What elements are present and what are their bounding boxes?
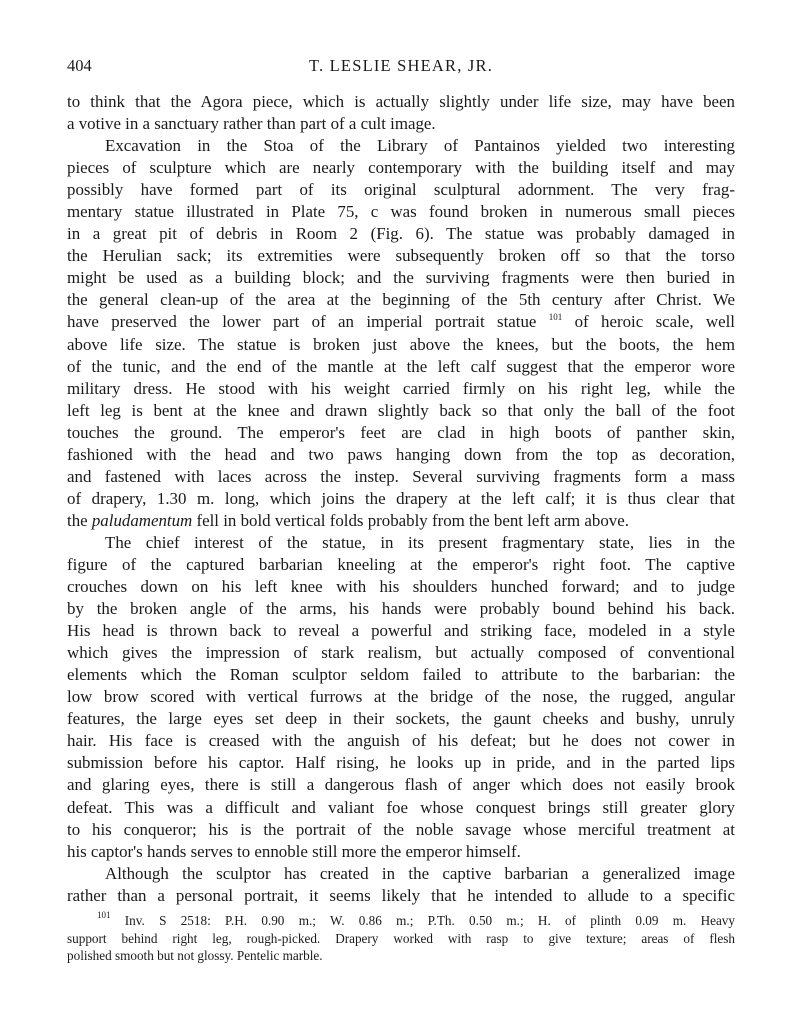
body-text — [67, 91, 735, 907]
text-line: by the broken angle of the arms, his hands were probably bound behind his back. — [67, 599, 735, 619]
italic-term: paludamentum — [91, 510, 193, 530]
paragraph — [67, 91, 735, 135]
text-line: Although the sculptor has created in the captive barbarian a generalized image — [105, 863, 735, 883]
text-line: figure of the captured barbarian kneeling at the emperor's right foot. The captive — [67, 554, 735, 574]
footnote-reference: 101 — [548, 312, 563, 323]
text-line: above life size. The statue is broken just above the knees, but the boots, the hem — [67, 334, 735, 354]
text-line: submission before his captor. Half rising, he looks up in pride, and in the parted lips — [67, 753, 735, 773]
text-line: and fastened with laces across the instep. Several surviving fragments form a mass — [67, 466, 735, 486]
text-line: The chief interest of the statue, in its present fragmentary state, lies in the — [105, 532, 735, 552]
text-line: the paludamentum fell in bold vertical folds probably from the bent left arm above. — [67, 510, 629, 530]
text-line: mentary statue illustrated in Plate 75, c was found broken in numerous small pieces — [67, 202, 735, 222]
text-line: which gives the impression of stark realism, but actually composed of conventional — [67, 643, 735, 663]
text-line: possibly have formed part of its original sculptural adornment. The very frag- — [67, 180, 735, 200]
text-line: Excavation in the Stoa of the Library of Pantainos yielded two interesting — [105, 136, 735, 156]
paragraph — [67, 532, 735, 863]
text-line: the general clean-up of the area at the beginning of the 5th century after Christ. We — [67, 290, 735, 310]
text-line: His head is thrown back to reveal a powerful and striking face, modeled in a style — [67, 621, 735, 641]
text-line: the Herulian sack; its extremities were subsequently broken off so that the torso — [67, 246, 735, 266]
page-header — [67, 56, 735, 80]
footnote-line: $^{101}$ Inv. S 2518: P.H. 0.90 m.; W. 0.86 m.; P.Th. 0.50 m.; H. of plinth 0.09 m. Heavy — [97, 910, 735, 928]
footnote-marker: 101 — [97, 910, 111, 920]
text-line: in a great pit of debris in Room 2 (Fig. 6). The statue was probably damaged in — [67, 224, 735, 244]
text-line: have preserved the lower part of an imperial portrait statue $^{101}$ of heroic scale, well — [67, 312, 735, 332]
text-line: elements which the Roman sculptor seldom failed to attribute to the barbarian: the — [67, 665, 735, 685]
footnote — [67, 912, 735, 965]
text-line: defeat. This was a difficult and valiant foe whose conquest brings still greater glory — [67, 797, 735, 817]
text-line: pieces of sculpture which are nearly contemporary with the building itself and may — [67, 158, 735, 178]
page-number: 404 — [67, 56, 92, 75]
text-line: of the tunic, and the end of the mantle at the left calf suggest that the emperor wore — [67, 356, 735, 376]
text-line: of drapery, 1.30 m. long, which joins the drapery at the left calf; it is thus clear that — [67, 488, 735, 508]
text-line: might be used as a building block; and the surviving fragments were then buried in — [67, 268, 735, 288]
text-line: a votive in a sanctuary rather than part of a cult image. — [67, 114, 436, 134]
footnote-line: support behind right leg, rough-picked. Drapery worked with rasp to give texture; areas of flesh — [67, 930, 735, 946]
text-line: rather than a personal portrait, it seems likely that he intended to allude to a specific — [67, 885, 735, 905]
paragraph — [67, 863, 735, 907]
text-line: his captor's hands serves to ennoble still more the emperor himself. — [67, 841, 521, 861]
text-line: fashioned with the head and two paws hanging down from the top as decoration, — [67, 444, 735, 464]
text-line: to his conqueror; his is the portrait of the noble savage whose merciful treatment at — [67, 819, 735, 839]
text-line: to think that the Agora piece, which is actually slightly under life size, may have been — [67, 92, 735, 111]
text-line: touches the ground. The emperor's feet are clad in high boots of panther skin, — [67, 422, 735, 442]
text-line: and glaring eyes, there is still a dangerous flash of anger which does not easily brook — [67, 775, 735, 795]
running-head: T. LESLIE SHEAR, JR. — [308, 56, 494, 75]
text-line: crouches down on his left knee with his shoulders hunched forward; and to judge — [67, 577, 735, 597]
text-line: hair. His face is creased with the anguish of his defeat; but he does not cower in — [67, 731, 735, 751]
text-line: features, the large eyes set deep in their sockets, the gaunt cheeks and bushy, unruly — [67, 709, 735, 729]
text-line: left leg is bent at the knee and drawn slightly back so that only the ball of the foot — [67, 400, 735, 420]
text-line: military dress. He stood with his weight carried firmly on his right leg, while the — [67, 378, 735, 398]
text-line: low brow scored with vertical furrows at the bridge of the nose, the rugged, angular — [67, 687, 735, 707]
footnote-line: polished smooth but not glossy. Pentelic marble. — [67, 948, 323, 963]
paragraph — [67, 135, 735, 532]
